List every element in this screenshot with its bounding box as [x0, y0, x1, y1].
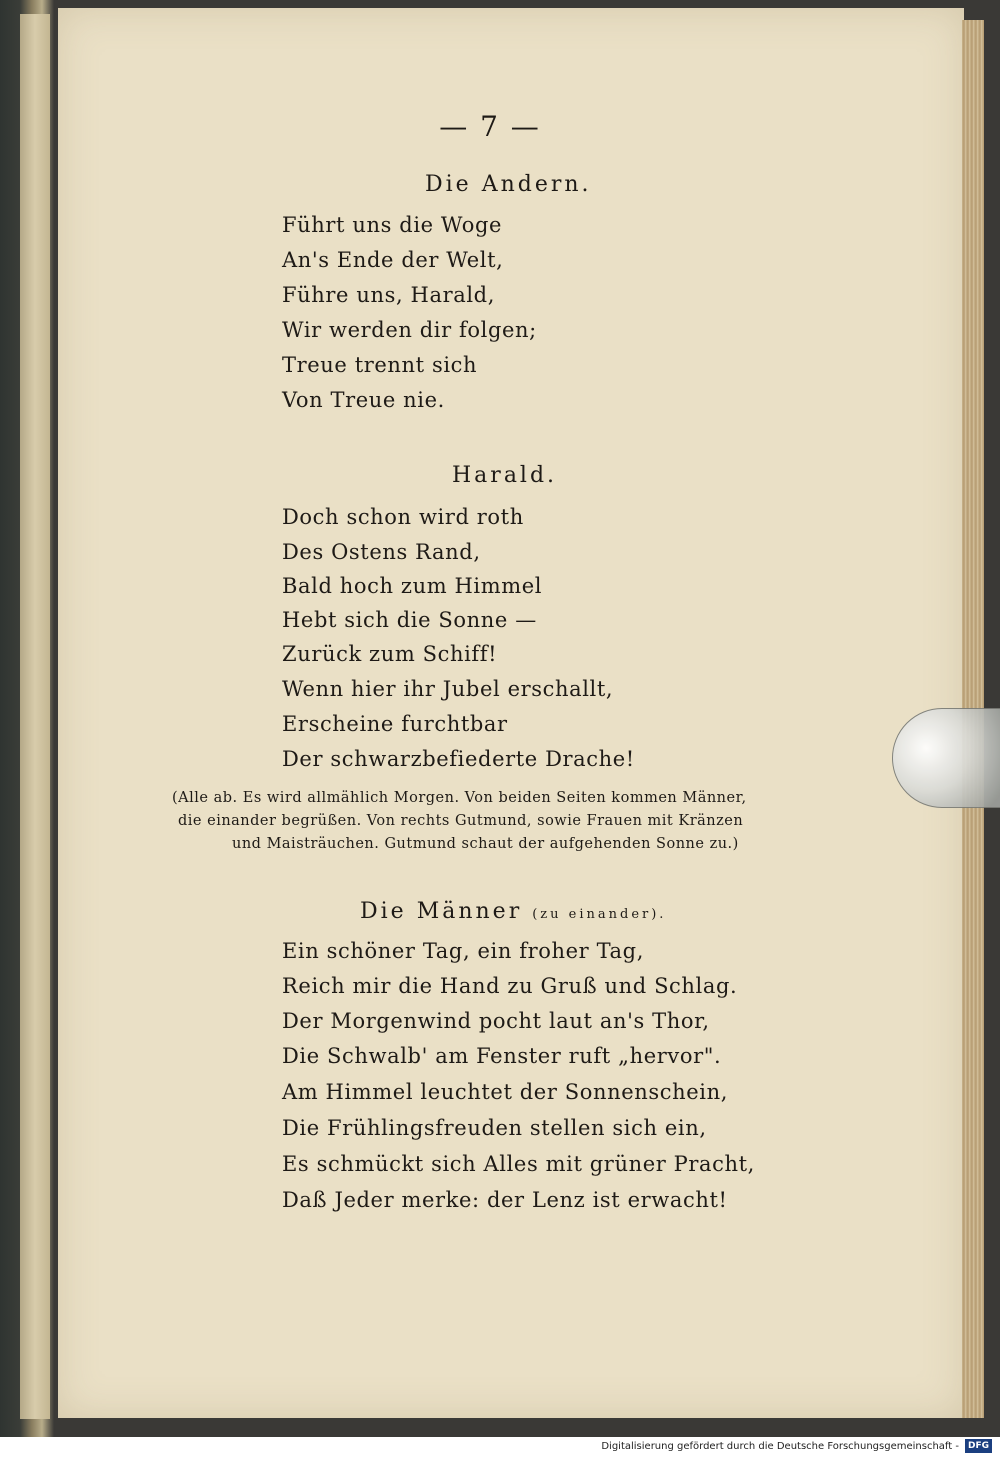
verse-line: Reich mir die Hand zu Gruß und Schlag.: [282, 974, 738, 998]
verse-line: Hebt sich die Sonne —: [282, 608, 537, 632]
stage-direction-line: die einander begrüßen. Von rechts Gutmund, sowie Frauen mit Kränzen: [178, 813, 744, 829]
speaker-note: (zu einander).: [532, 907, 667, 922]
verse-line: Treue trennt sich: [282, 353, 478, 377]
stage-direction-line: und Maisträuchen. Gutmund schaut der aufgehenden Sonne zu.): [232, 836, 739, 852]
dfg-logo-icon: DFG: [965, 1439, 992, 1453]
verse-line: Es schmückt sich Alles mit grüner Pracht,: [282, 1152, 755, 1176]
verse-line: Die Schwalb' am Fenster ruft „hervor".: [282, 1044, 722, 1068]
verse-line: Der Morgenwind pocht laut an's Thor,: [282, 1009, 710, 1033]
verse-line: Wenn hier ihr Jubel erschallt,: [282, 677, 614, 701]
speaker-heading: Harald.: [452, 463, 558, 488]
verse-line: Bald hoch zum Himmel: [282, 574, 543, 598]
verse-line: Daß Jeder merke: der Lenz ist erwacht!: [282, 1188, 728, 1212]
verse-line: Der schwarzbefiederte Drache!: [282, 747, 635, 771]
verse-line: Ein schöner Tag, ein froher Tag,: [282, 939, 644, 963]
verse-line: Doch schon wird roth: [282, 505, 524, 529]
footer-text: Digitalisierung gefördert durch die Deutsche Forschungsgemeinschaft -: [601, 1441, 959, 1452]
page-clip: [892, 708, 1000, 808]
verse-line: Führt uns die Woge: [282, 213, 503, 237]
verse-line: An's Ende der Welt,: [282, 248, 504, 272]
verse-line: Wir werden dir folgen;: [282, 318, 537, 342]
speaker-heading: [360, 899, 666, 924]
verse-line: Führe uns, Harald,: [282, 283, 495, 307]
page-number: — 7 —: [439, 110, 541, 143]
verse-line: Zurück zum Schiff!: [282, 642, 498, 666]
speaker-heading: Die Andern.: [425, 172, 592, 197]
book-binding: [20, 14, 50, 1419]
verse-line: Von Treue nie.: [282, 388, 445, 412]
speaker-name: Die Männer: [360, 899, 523, 924]
verse-line: Am Himmel leuchtet der Sonnenschein,: [282, 1080, 728, 1104]
digitization-footer: [0, 1437, 1000, 1457]
stage-direction-line: (Alle ab. Es wird allmählich Morgen. Von beiden Seiten kommen Männer,: [172, 790, 747, 806]
verse-line: Des Ostens Rand,: [282, 540, 481, 564]
verse-line: Erscheine furchtbar: [282, 712, 508, 736]
verse-line: Die Frühlingsfreuden stellen sich ein,: [282, 1116, 707, 1140]
